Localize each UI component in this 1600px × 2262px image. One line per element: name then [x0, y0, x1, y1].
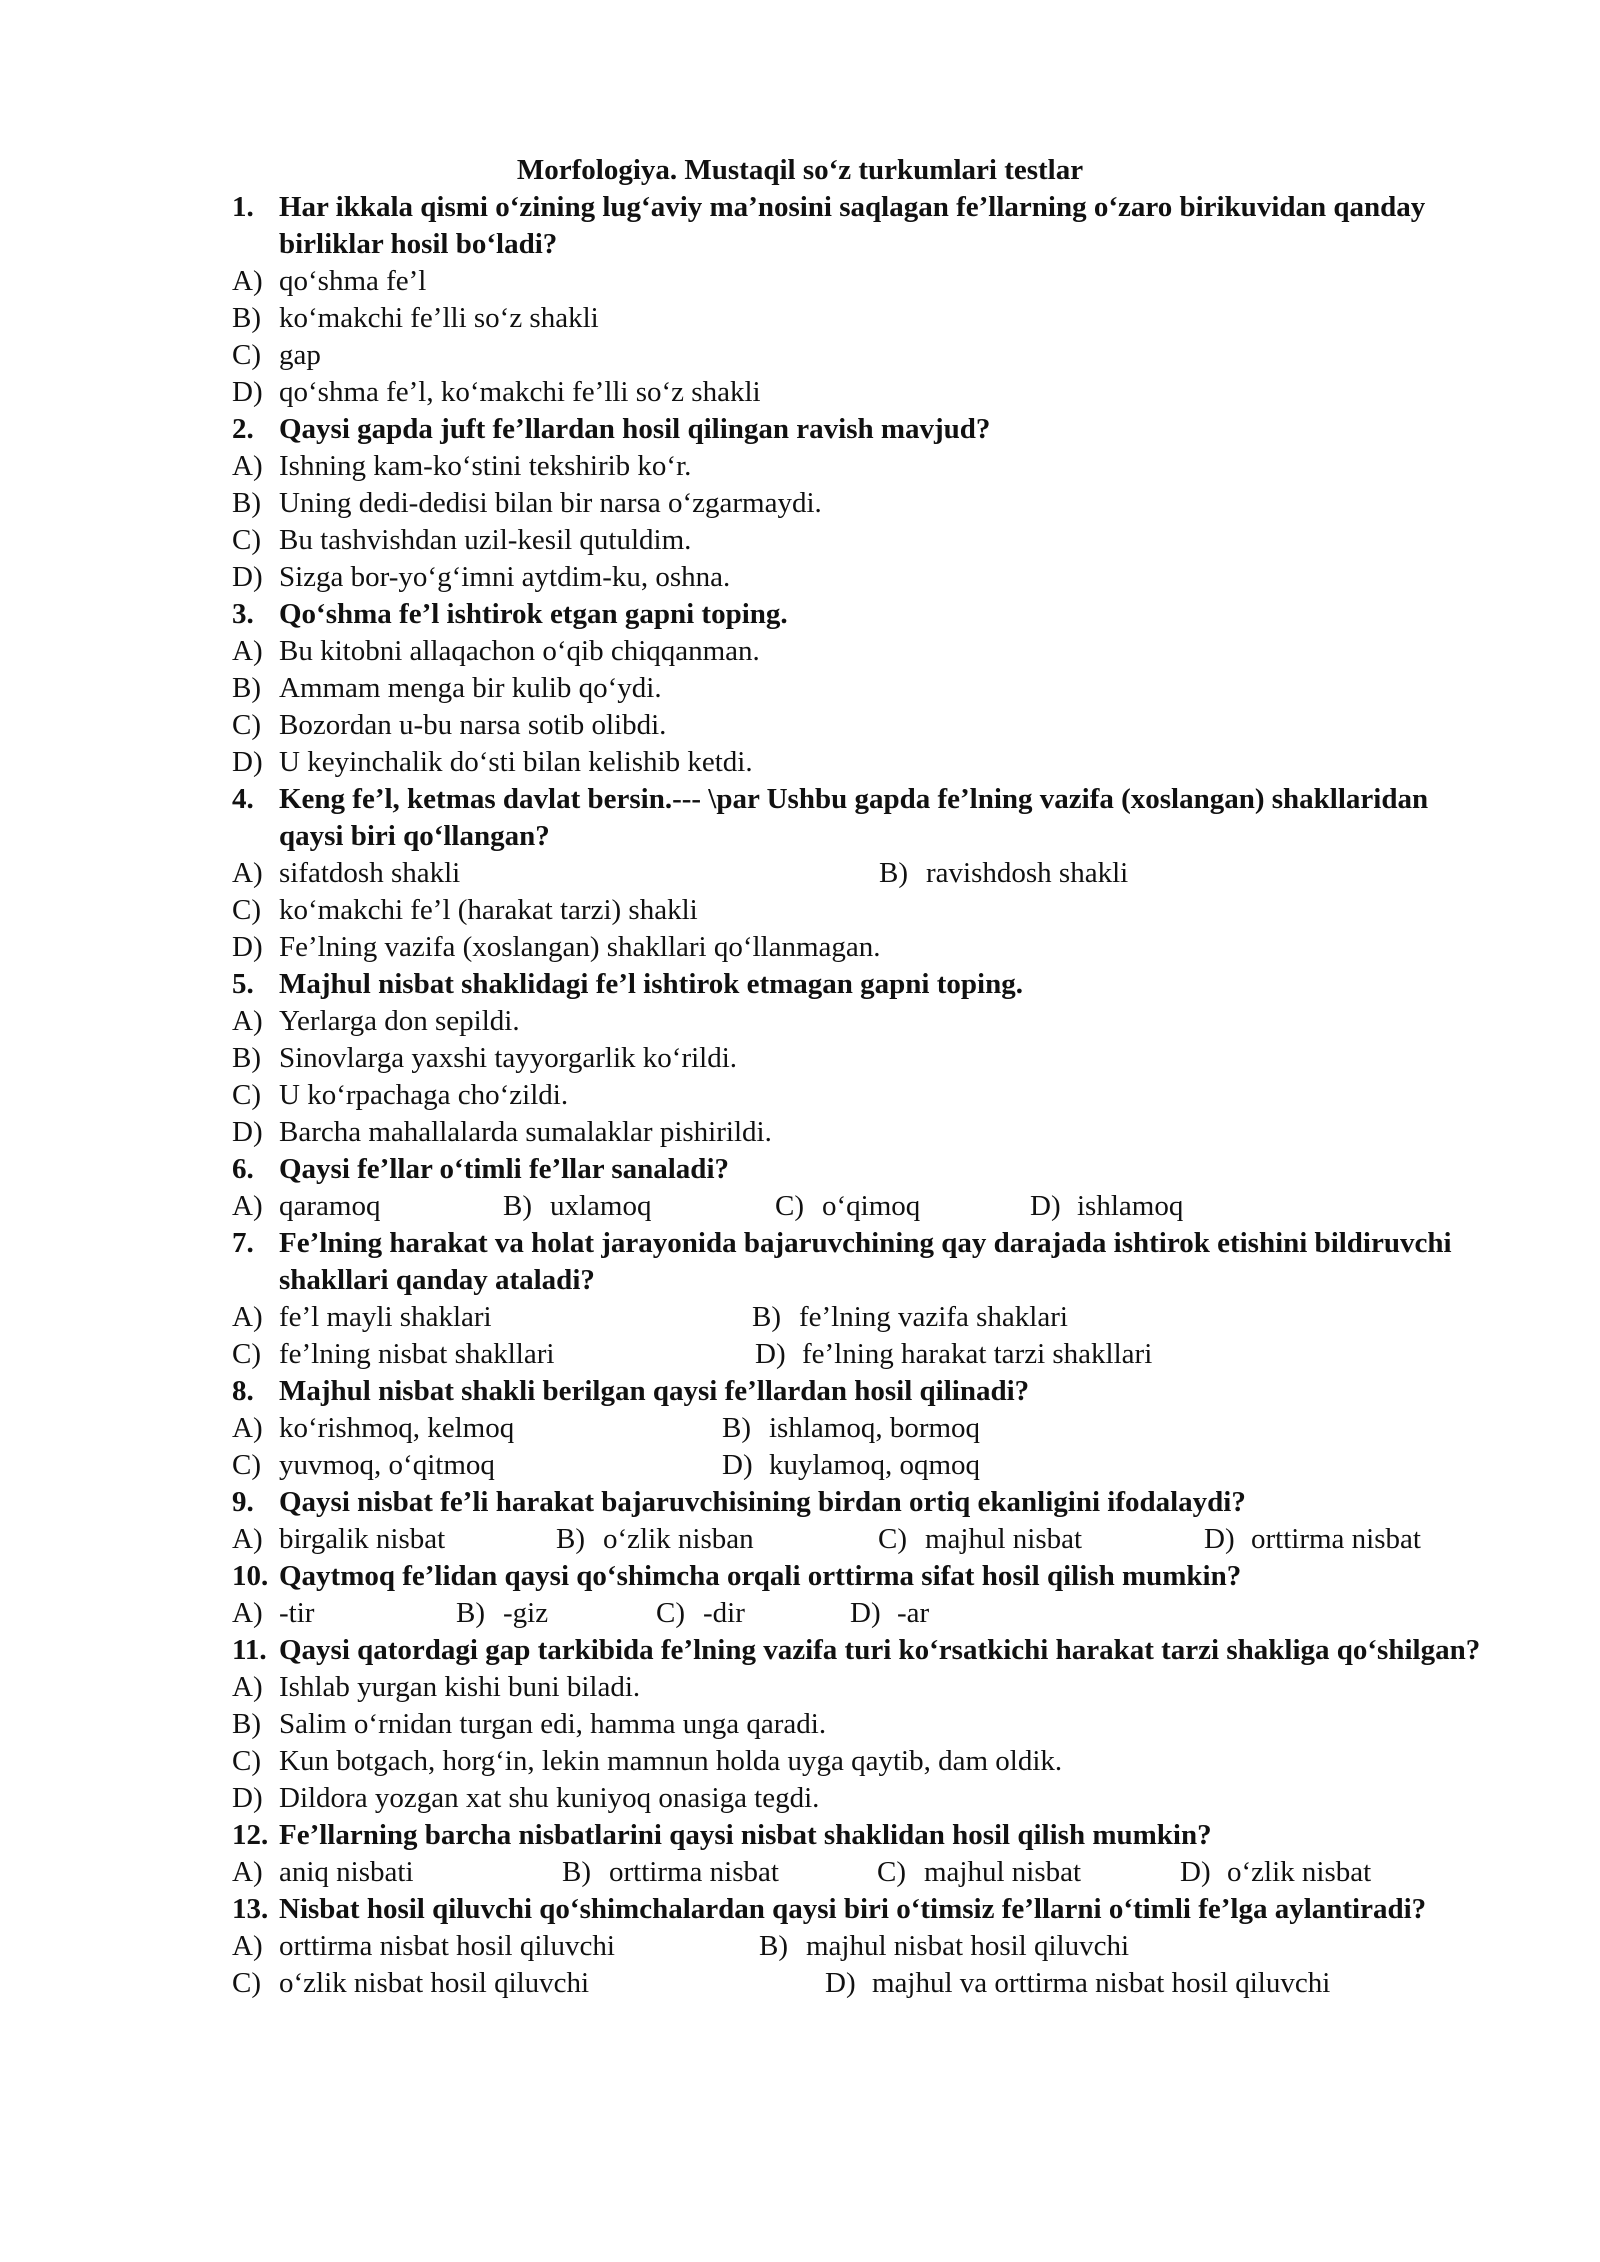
option-text: majhul nisbat — [924, 1856, 1082, 1888]
answer-option-row — [232, 1521, 1492, 1558]
option-text: ko‘rishmoq, kelmoq — [279, 1412, 515, 1444]
answer-option-row — [232, 1410, 1492, 1447]
option-letter: C) — [232, 709, 261, 741]
question-number: 7. — [232, 1227, 254, 1259]
option-letter: D) — [1204, 1523, 1235, 1555]
option-text: -ar — [897, 1597, 930, 1629]
question-number: 3. — [232, 598, 254, 630]
option-letter: A) — [232, 857, 263, 889]
option-text: o‘zlik nisbat hosil qiluvchi — [279, 1967, 590, 1999]
option-text: ravishdosh shakli — [926, 857, 1129, 889]
option-text: Bu kitobni allaqachon o‘qib chiqqanman. — [279, 635, 760, 667]
question-prompt: Qaysi nisbat fe’li harakat bajaruvchisining birdan ortiq ekanligini ifodalaydi? — [279, 1486, 1246, 1518]
question-text — [232, 1632, 1492, 1669]
option-letter: C) — [877, 1856, 906, 1888]
answer-option — [232, 485, 1492, 522]
answer-option — [232, 448, 1492, 485]
option-letter: D) — [232, 746, 263, 778]
option-text: Uning dedi-dedisi bilan bir narsa o‘zgarmaydi. — [279, 487, 822, 519]
option-letter: A) — [232, 450, 263, 482]
answer-option — [232, 744, 1492, 781]
question-number: 10. — [232, 1560, 269, 1592]
question-3 — [232, 596, 1492, 781]
option-text: aniq nisbati — [279, 1856, 414, 1888]
answer-option — [232, 263, 1492, 300]
question-prompt: Majhul nisbat shakli berilgan qaysi fe’llardan hosil qilinadi? — [279, 1375, 1030, 1407]
option-text: Ishlab yurgan kishi buni biladi. — [279, 1671, 641, 1703]
option-letter: A) — [232, 1597, 263, 1629]
question-prompt: Qaysi gapda juft fe’llardan hosil qilingan ravish mavjud? — [279, 413, 991, 445]
answer-option-row — [232, 892, 1492, 929]
question-prompt: Nisbat hosil qiluvchi qo‘shimchalardan qaysi biri o‘timsiz fe’llarni o‘timli fe’lga aylantiradi? — [279, 1893, 1427, 1925]
option-letter: B) — [752, 1301, 781, 1333]
question-text — [232, 1484, 1492, 1521]
answer-option — [232, 633, 1492, 670]
answer-option — [232, 892, 698, 929]
option-text: fe’lning nisbat shakllari — [279, 1338, 555, 1370]
option-letter: C) — [232, 1967, 261, 1999]
question-1 — [232, 189, 1492, 411]
answer-option — [752, 1299, 1068, 1336]
option-letter: B) — [232, 1708, 261, 1740]
option-text: Ammam menga bir kulib qo‘ydi. — [279, 672, 662, 704]
question-text — [232, 1151, 1492, 1188]
option-letter: B) — [456, 1597, 485, 1629]
answer-option — [232, 300, 1492, 337]
option-text: ko‘makchi fe’lli so‘z shakli — [279, 302, 599, 334]
option-text: fe’l mayli shaklari — [279, 1301, 492, 1333]
question-number: 2. — [232, 413, 254, 445]
option-letter: D) — [232, 561, 263, 593]
question-prompt: Har ikkala qismi o‘zining lug‘aviy ma’nosini saqlagan fe’llarning o‘zaro birikuvidan qanday birliklar hosil bo‘ladi? — [279, 191, 1426, 260]
option-letter: B) — [503, 1190, 532, 1222]
question-2 — [232, 411, 1492, 596]
answer-option-row — [232, 1595, 1492, 1632]
question-text — [232, 411, 1492, 448]
answer-option — [232, 670, 1492, 707]
option-letter: B) — [232, 487, 261, 519]
option-letter: B) — [232, 302, 261, 334]
option-text: ishlamoq, bormoq — [769, 1412, 981, 1444]
answer-option — [232, 559, 1492, 596]
question-7 — [232, 1225, 1492, 1373]
answer-option — [232, 1706, 1492, 1743]
question-number: 13. — [232, 1893, 269, 1925]
option-letter: D) — [1180, 1856, 1211, 1888]
question-text — [232, 1558, 1492, 1595]
option-text: qo‘shma fe’l — [279, 265, 427, 297]
option-letter: A) — [232, 1412, 263, 1444]
question-prompt: Qo‘shma fe’l ishtirok etgan gapni toping. — [279, 598, 788, 630]
question-number: 6. — [232, 1153, 254, 1185]
option-text: majhul nisbat hosil qiluvchi — [806, 1930, 1130, 1962]
answer-option-row — [232, 1965, 1492, 2002]
option-text: o‘zlik nisban — [603, 1523, 754, 1555]
answer-option-row — [232, 1188, 1492, 1225]
answer-option — [232, 855, 460, 892]
option-text: birgalik nisbat — [279, 1523, 446, 1555]
answer-option — [722, 1410, 980, 1447]
option-text: Bozordan u-bu narsa sotib olibdi. — [279, 709, 667, 741]
option-letter: C) — [232, 894, 261, 926]
question-number: 12. — [232, 1819, 269, 1851]
answer-option — [232, 1003, 1492, 1040]
question-11 — [232, 1632, 1492, 1817]
option-text: Sizga bor-yo‘g‘imni aytdim-ku, oshna. — [279, 561, 731, 593]
answer-option-row — [232, 1336, 1492, 1373]
answer-option-row — [232, 929, 1492, 966]
page-title: Morfologiya. Mustaqil so‘z turkumlari testlar — [516, 154, 1084, 186]
answer-option — [232, 1188, 380, 1225]
question-number: 1. — [232, 191, 254, 223]
question-text — [232, 1891, 1492, 1928]
option-letter: A) — [232, 1523, 263, 1555]
option-letter: D) — [232, 1782, 263, 1814]
option-text: Fe’lning vazifa (xoslangan) shakllari qo‘llanmagan. — [279, 931, 881, 963]
option-text: ishlamoq — [1077, 1190, 1184, 1222]
answer-option — [232, 1077, 1492, 1114]
question-text — [232, 966, 1492, 1003]
answer-option-row — [232, 1928, 1492, 1965]
option-letter: D) — [722, 1449, 753, 1481]
option-letter: B) — [722, 1412, 751, 1444]
option-letter: B) — [562, 1856, 591, 1888]
option-text: uxlamoq — [550, 1190, 652, 1222]
option-letter: B) — [556, 1523, 585, 1555]
option-text: U ko‘rpachaga cho‘zildi. — [279, 1079, 569, 1111]
option-text: o‘zlik nisbat — [1227, 1856, 1372, 1888]
option-letter: A) — [232, 1301, 263, 1333]
answer-option — [232, 1928, 615, 1965]
answer-option — [556, 1521, 754, 1558]
option-letter: C) — [232, 1745, 261, 1777]
answer-option — [232, 1780, 1492, 1817]
option-text: -dir — [703, 1597, 745, 1629]
question-5 — [232, 966, 1492, 1151]
option-text: Barcha mahallalarda sumalaklar pishirildi. — [279, 1116, 772, 1148]
option-text: fe’lning vazifa shaklari — [799, 1301, 1068, 1333]
option-text: Kun botgach, horg‘in, lekin mamnun holda uyga qaytib, dam oldik. — [279, 1745, 1063, 1777]
option-text: Ishning kam-ko‘stini tekshirib ko‘r. — [279, 450, 692, 482]
answer-option — [232, 1595, 314, 1632]
question-prompt: Fe’lning harakat va holat jarayonida bajaruvchining qay darajada ishtirok etishini bildiruvchi shakllari qanday ataladi? — [279, 1227, 1452, 1296]
question-number: 4. — [232, 783, 254, 815]
question-number: 11. — [232, 1634, 267, 1666]
question-text — [232, 1817, 1492, 1854]
option-letter: A) — [232, 1005, 263, 1037]
option-text: orttirma nisbat — [1251, 1523, 1421, 1555]
answer-option — [232, 1447, 495, 1484]
answer-option-row — [232, 1447, 1492, 1484]
option-text: Yerlarga don sepildi. — [279, 1005, 520, 1037]
answer-option — [759, 1928, 1129, 1965]
option-letter: A) — [232, 1671, 263, 1703]
question-prompt: Qaytmoq fe’lidan qaysi qo‘shimcha orqali orttirma sifat hosil qilish mumkin? — [279, 1560, 1242, 1592]
option-letter: D) — [850, 1597, 881, 1629]
option-letter: C) — [232, 524, 261, 556]
option-text: o‘qimoq — [822, 1190, 921, 1222]
answer-option — [722, 1447, 980, 1484]
option-letter: A) — [232, 635, 263, 667]
answer-option-row — [232, 855, 1492, 892]
answer-option — [232, 1743, 1492, 1780]
option-letter: B) — [232, 1042, 261, 1074]
option-letter: C) — [232, 1338, 261, 1370]
question-4 — [232, 781, 1492, 966]
question-prompt: Fe’llarning barcha nisbatlarini qaysi nisbat shaklidan hosil qilish mumkin? — [279, 1819, 1212, 1851]
option-text: U keyinchalik do‘sti bilan kelishib ketdi. — [279, 746, 753, 778]
answer-option — [232, 522, 1492, 559]
option-text: yuvmoq, o‘qitmoq — [279, 1449, 495, 1481]
question-text — [232, 781, 1492, 855]
option-text: Dildora yozgan xat shu kuniyoq onasiga tegdi. — [279, 1782, 820, 1814]
option-text: orttirma nisbat — [609, 1856, 779, 1888]
option-text: qo‘shma fe’l, ko‘makchi fe’lli so‘z shakli — [279, 376, 761, 408]
answer-option — [503, 1188, 652, 1225]
answer-option — [232, 1521, 445, 1558]
question-8 — [232, 1373, 1492, 1484]
option-letter: C) — [878, 1523, 907, 1555]
option-text: kuylamoq, oqmoq — [769, 1449, 981, 1481]
answer-option — [1204, 1521, 1421, 1558]
option-letter: B) — [232, 672, 261, 704]
answer-option — [232, 1336, 554, 1373]
question-6 — [232, 1151, 1492, 1225]
option-text: sifatdosh shakli — [279, 857, 461, 889]
option-text: -giz — [503, 1597, 549, 1629]
answer-option — [232, 1299, 492, 1336]
option-letter: D) — [232, 1116, 263, 1148]
question-prompt: Qaysi qatordagi gap tarkibida fe’lning vazifa turi ko‘rsatkichi harakat tarzi shakliga qo‘shilgan? — [279, 1634, 1481, 1666]
question-13 — [232, 1891, 1492, 2002]
question-text — [232, 596, 1492, 633]
option-letter: C) — [232, 1079, 261, 1111]
answer-option — [232, 1040, 1492, 1077]
question-text — [232, 1373, 1492, 1410]
option-letter: D) — [1030, 1190, 1061, 1222]
option-text: ko‘makchi fe’l (harakat tarzi) shakli — [279, 894, 698, 926]
answer-option — [879, 855, 1128, 892]
question-number: 5. — [232, 968, 254, 1000]
option-text: Sinovlarga yaxshi tayyorgarlik ko‘rildi. — [279, 1042, 738, 1074]
option-text: majhul nisbat — [925, 1523, 1083, 1555]
option-letter: C) — [232, 339, 261, 371]
answer-option — [456, 1595, 548, 1632]
answer-option — [850, 1595, 929, 1632]
answer-option — [878, 1521, 1082, 1558]
answer-option — [562, 1854, 779, 1891]
option-letter: B) — [879, 857, 908, 889]
option-text: majhul va orttirma nisbat hosil qiluvchi — [872, 1967, 1331, 1999]
answer-option — [1180, 1854, 1371, 1891]
answer-option — [1030, 1188, 1183, 1225]
option-text: orttirma nisbat hosil qiluvchi — [279, 1930, 615, 1962]
option-letter: D) — [825, 1967, 856, 1999]
option-letter: A) — [232, 1190, 263, 1222]
question-number: 9. — [232, 1486, 254, 1518]
option-letter: C) — [775, 1190, 804, 1222]
question-list — [232, 189, 1492, 2002]
answer-option — [755, 1336, 1152, 1373]
option-text: fe’lning harakat tarzi shakllari — [802, 1338, 1153, 1370]
option-letter: D) — [232, 376, 263, 408]
option-letter: C) — [656, 1597, 685, 1629]
answer-option — [825, 1965, 1330, 2002]
answer-option — [232, 1669, 1492, 1706]
answer-option — [232, 929, 881, 966]
question-12 — [232, 1817, 1492, 1891]
option-text: Salim o‘rnidan turgan edi, hamma unga qaradi. — [279, 1708, 827, 1740]
answer-option — [232, 337, 1492, 374]
option-letter: B) — [759, 1930, 788, 1962]
answer-option — [775, 1188, 920, 1225]
answer-option — [877, 1854, 1081, 1891]
option-text: qaramoq — [279, 1190, 381, 1222]
option-letter: D) — [232, 931, 263, 963]
question-prompt: Keng fe’l, ketmas davlat bersin.--- \par Ushbu gapda fe’lning vazifa (xoslangan) shakllaridan qaysi biri qo‘llangan? — [279, 783, 1429, 852]
option-letter: A) — [232, 265, 263, 297]
answer-option — [232, 1114, 1492, 1151]
answer-option — [656, 1595, 745, 1632]
option-letter: C) — [232, 1449, 261, 1481]
option-text: -tir — [279, 1597, 315, 1629]
question-9 — [232, 1484, 1492, 1558]
question-text — [232, 1225, 1492, 1299]
question-number: 8. — [232, 1375, 254, 1407]
answer-option — [232, 707, 1492, 744]
option-letter: A) — [232, 1930, 263, 1962]
option-text: gap — [279, 339, 321, 371]
question-prompt: Majhul nisbat shaklidagi fe’l ishtirok etmagan gapni toping. — [279, 968, 1023, 1000]
question-text — [232, 189, 1492, 263]
answer-option — [232, 1854, 414, 1891]
question-prompt: Qaysi fe’llar o‘timli fe’llar sanaladi? — [279, 1153, 729, 1185]
question-10 — [232, 1558, 1492, 1632]
answer-option-row — [232, 1854, 1492, 1891]
answer-option-row — [232, 1299, 1492, 1336]
option-letter: A) — [232, 1856, 263, 1888]
answer-option — [232, 374, 1492, 411]
answer-option — [232, 1410, 514, 1447]
option-letter: D) — [755, 1338, 786, 1370]
answer-option — [232, 1965, 589, 2002]
option-text: Bu tashvishdan uzil-kesil qutuldim. — [279, 524, 692, 556]
